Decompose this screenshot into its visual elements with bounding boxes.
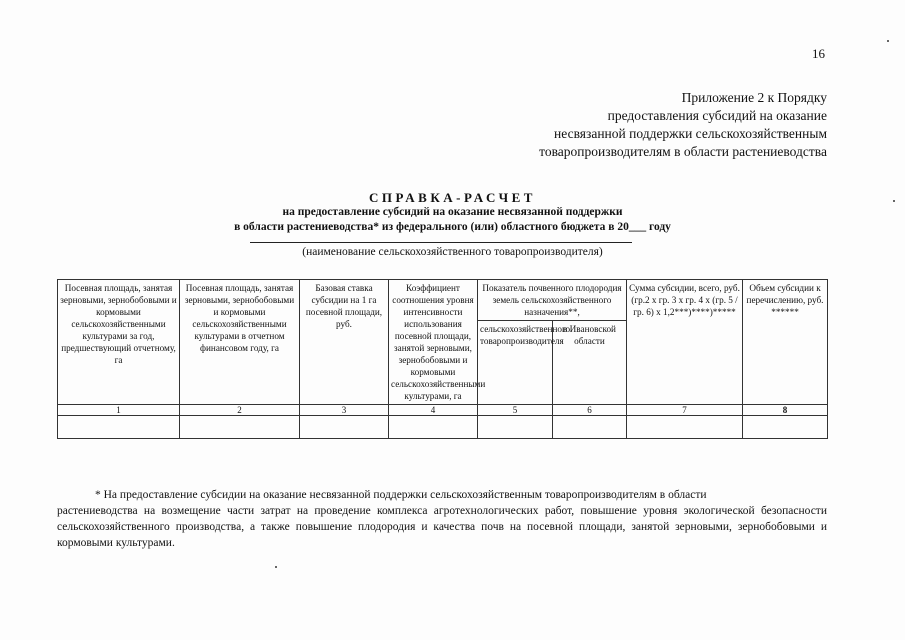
data-cell — [389, 416, 478, 439]
data-cell — [180, 416, 300, 439]
appendix-line: предоставления субсидий на оказание — [607, 108, 827, 123]
column-number: 7 — [627, 405, 743, 416]
data-cell — [743, 416, 828, 439]
appendix-header — [539, 89, 827, 161]
scan-speck — [893, 200, 895, 202]
column-number: 4 — [389, 405, 478, 416]
footnote-text: растениеводства на возмещение части затрат на проведение комплекса агротехнологических работ, повышение уровня экологической безопасности сельскохозяйственного производства, а также повышение плодородия и качества почв на посевной площади, занятой зерновыми, зернобобовыми и кормовыми культурами. — [57, 505, 827, 549]
document-subtitle-line2: в области растениеводства* из федерального (или) областного бюджета в 20___ году — [234, 221, 671, 233]
page-number: 16 — [812, 46, 825, 61]
appendix-line: Приложение 2 к Порядку — [681, 90, 827, 105]
footnote — [57, 487, 827, 551]
scan-speck — [275, 566, 277, 568]
document-subtitle: на предоставление субсидий на оказание несвязанной поддержки — [282, 206, 623, 218]
header-cell: Объем субсидии к перечислению, руб. ****** — [743, 280, 828, 405]
header-cell: Коэффициент соотношения уровня интенсивности использования посевной площади, занятой зерновыми, зернобобовыми и кормовыми сельскохозяйственными культурами, га — [389, 280, 478, 405]
data-cell — [478, 416, 553, 439]
column-number: 1 — [58, 405, 180, 416]
subheader-cell: сельскохозяйственного товаропроизводителя — [478, 321, 553, 405]
data-cell — [553, 416, 627, 439]
data-cell — [627, 416, 743, 439]
appendix-line: товаропроизводителям в области растениеводства — [539, 144, 827, 159]
scan-speck — [887, 40, 889, 42]
appendix-line: несвязанной поддержки сельскохозяйственным — [554, 126, 827, 141]
column-number: 6 — [553, 405, 627, 416]
column-number: 5 — [478, 405, 553, 416]
header-cell: Посевная площадь, занятая зерновыми, зернобобовыми и кормовыми сельскохозяйственными культурами в отчетном финансовом году, га — [180, 280, 300, 405]
producer-name-caption: (наименование сельскохозяйственного товаропроизводителя) — [302, 246, 603, 258]
column-number: 2 — [180, 405, 300, 416]
data-cell — [58, 416, 180, 439]
document-title: СПРАВКА-РАСЧЕТ — [369, 190, 536, 205]
header-cell: Посевная площадь, занятая зерновыми, зернобобовыми и кормовыми сельскохозяйственными культурами за год, предшествующий отчетному, га — [58, 280, 180, 405]
header-cell: Базовая ставка субсидии на 1 га посевной площади, руб. — [300, 280, 389, 405]
subheader-cell: в Ивановской области — [553, 321, 627, 405]
column-number: 3 — [300, 405, 389, 416]
header-cell-soil-fertility: Показатель почвенного плодородия земель сельскохозяйственного назначения**, — [478, 280, 627, 321]
calculation-table — [57, 279, 828, 439]
header-cell: Сумма субсидии, всего, руб. (гр.2 x гр. 3 x гр. 4 x (гр. 5 / гр. 6) x 1,2***)****)***** — [627, 280, 743, 405]
data-cell — [300, 416, 389, 439]
footnote-lead: * На предоставление субсидии на оказание несвязанной поддержки сельскохозяйственным товаропроизводителям в области — [95, 489, 707, 501]
column-number: 8 — [743, 405, 828, 416]
producer-name-line — [250, 242, 632, 243]
